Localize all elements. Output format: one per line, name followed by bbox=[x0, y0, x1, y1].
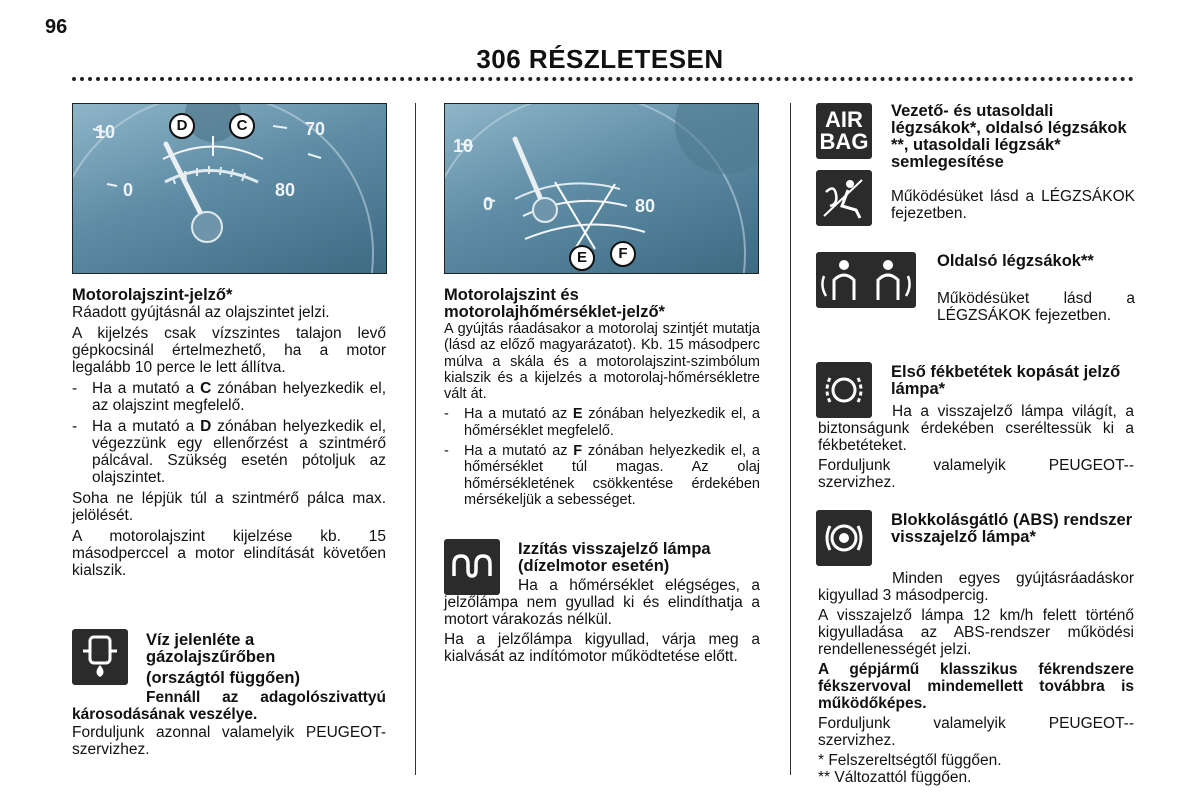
list-item: - Ha a mutató az E zónában helyezkedik el, a hőmérséklet megfelelő. bbox=[444, 406, 760, 439]
gauge-tick-label: 80 bbox=[635, 196, 656, 216]
side-airbag-title: Oldalsó légzsákok** bbox=[937, 252, 1094, 270]
column-divider bbox=[415, 103, 416, 775]
paragraph: A kijelzés csak vízszintes talajon levő gépkocsinál értelmezhető, ha a motor legalább 10 perce le lett állítva. bbox=[72, 325, 386, 376]
list-item: - Ha a mutató a D zónában helyezkedik el, végezzünk egy ellenőrzést a szintmérő pálcával. Szükség esetén pótoljuk az olajszintet. bbox=[72, 418, 386, 486]
list-item: - Ha a mutató az F zónában helyezkedik el, a hőmérséklet túl magas. Az olaj hőmérsékletének csökkentése érdekében mérsékeljük a sebességet. bbox=[444, 443, 760, 508]
list-item: - Ha a mutató a C zónában helyezkedik el, az olajszint megfelelő. bbox=[72, 380, 386, 414]
section-heading: motorolajhőmérséklet-jelző* bbox=[444, 303, 665, 321]
column-divider bbox=[790, 103, 791, 775]
paragraph: A motorolajszint kijelzése kb. 15 másodperccel a motor elindítását követően kialszik. bbox=[72, 528, 386, 579]
glow-section-title: Izzítás visszajelző lámpa (dízelmotor esetén) bbox=[518, 540, 711, 575]
zone-c-marker: C bbox=[229, 113, 255, 139]
water-warning: Fennáll az adagolószivattyú károsodásának veszélye. bbox=[72, 689, 386, 723]
abs-icon bbox=[816, 510, 872, 566]
airbag-section-title: Vezető- és utasoldali légzsákok*, oldalsó légzsákok **, utasoldali légzsák* semlegesítése bbox=[891, 102, 1127, 171]
section-heading: Motorolajszint és bbox=[444, 286, 579, 304]
side-airbag-icon bbox=[816, 252, 916, 308]
zone-d-marker: D bbox=[169, 113, 195, 139]
brake-body: Ha a visszajelző lámpa világít, a biztonságunk érdekében cseréltessük ki a fékbetéteket. Forduljunk valamelyik PEUGEOT--szervizhez. bbox=[818, 403, 1134, 491]
paragraph: Ráadott gyújtásnál az olajszintet jelzi. bbox=[72, 304, 330, 321]
gauge-tick-label: 0 bbox=[483, 194, 494, 214]
page-title: 306 RÉSZLETESEN bbox=[476, 44, 724, 74]
oil-temp-section bbox=[444, 287, 760, 512]
gauge-tick-label: 80 bbox=[275, 180, 296, 200]
gauge-tick-label: 10 bbox=[95, 122, 116, 142]
water-section-subtitle: (országtól függően) bbox=[146, 669, 300, 687]
brake-section-title: Első fékbetétek kopását jelző lámpa* bbox=[891, 363, 1121, 398]
passenger-airbag-off-icon bbox=[816, 170, 872, 226]
section-heading: Motorolajszint-jelző* bbox=[72, 286, 233, 304]
zone-e-marker: E bbox=[569, 245, 595, 271]
oil-level-gauge-image bbox=[72, 103, 387, 274]
water-section-title: Víz jelenléte a gázolajszűrőben bbox=[146, 631, 276, 666]
zone-f-marker: F bbox=[610, 241, 636, 267]
dotted-divider bbox=[72, 77, 1134, 81]
abs-body: Minden egyes gyújtásráadáskor kigyullad 3 másodpercig. A visszajelző lámpa 12 km/h felett történő kigyulladása az ABS-rendszer működési rendellenességét jelzi. A gépjármű klasszikus fékrendszere fékszervoval mindemellett továbbra is működőképes. Forduljunk valamelyik PEUGEOT--szervizhez. * Felszereltségtől függően. ** Változattól függően. bbox=[818, 570, 1134, 786]
abs-section-title: Blokkolásgátló (ABS) rendszer visszajelző lámpa* bbox=[891, 511, 1133, 546]
airbag-icon: AIR BAG bbox=[816, 103, 872, 159]
oil-temperature-gauge-image bbox=[444, 103, 759, 274]
water-body: Forduljunk azonnal valamelyik PEUGEOT-szervizhez. bbox=[72, 724, 386, 758]
oil-level-section bbox=[72, 287, 386, 583]
glow-body: Ha a hőmérséklet elégséges, a jelzőlámpa nem gyullad ki és elindíthatja a motort várakozás nélkül. Ha a jelzőlámpa kigyullad, várja meg a kialvását az indítómotor működtetése előtt. bbox=[444, 577, 760, 665]
airbag-body: Működésüket lásd a LÉGZSÁKOK fejezetben. bbox=[891, 188, 1135, 222]
gauge-tick-label: 0 bbox=[123, 180, 134, 200]
paragraph: A gyújtás ráadásakor a motorolaj szintjét mutatja (lásd az előző magyarázatot). Kb. 15 másodperc múlva a skála és a motorolajszint-szimbólum kialszik és a kijelzés a motorolaj-hőmérsékletre vált át. bbox=[444, 321, 760, 403]
water-in-filter-icon bbox=[72, 629, 128, 685]
side-airbag-body: Működésüket lásd a LÉGZSÁKOK fejezetben. bbox=[937, 290, 1135, 324]
gauge-tick-label: 70 bbox=[305, 119, 326, 139]
page-number: 96 bbox=[45, 16, 68, 38]
gauge-tick-label: 10 bbox=[453, 136, 474, 156]
paragraph: Soha ne lépjük túl a szintmérő pálca max. jelölését. bbox=[72, 490, 386, 524]
